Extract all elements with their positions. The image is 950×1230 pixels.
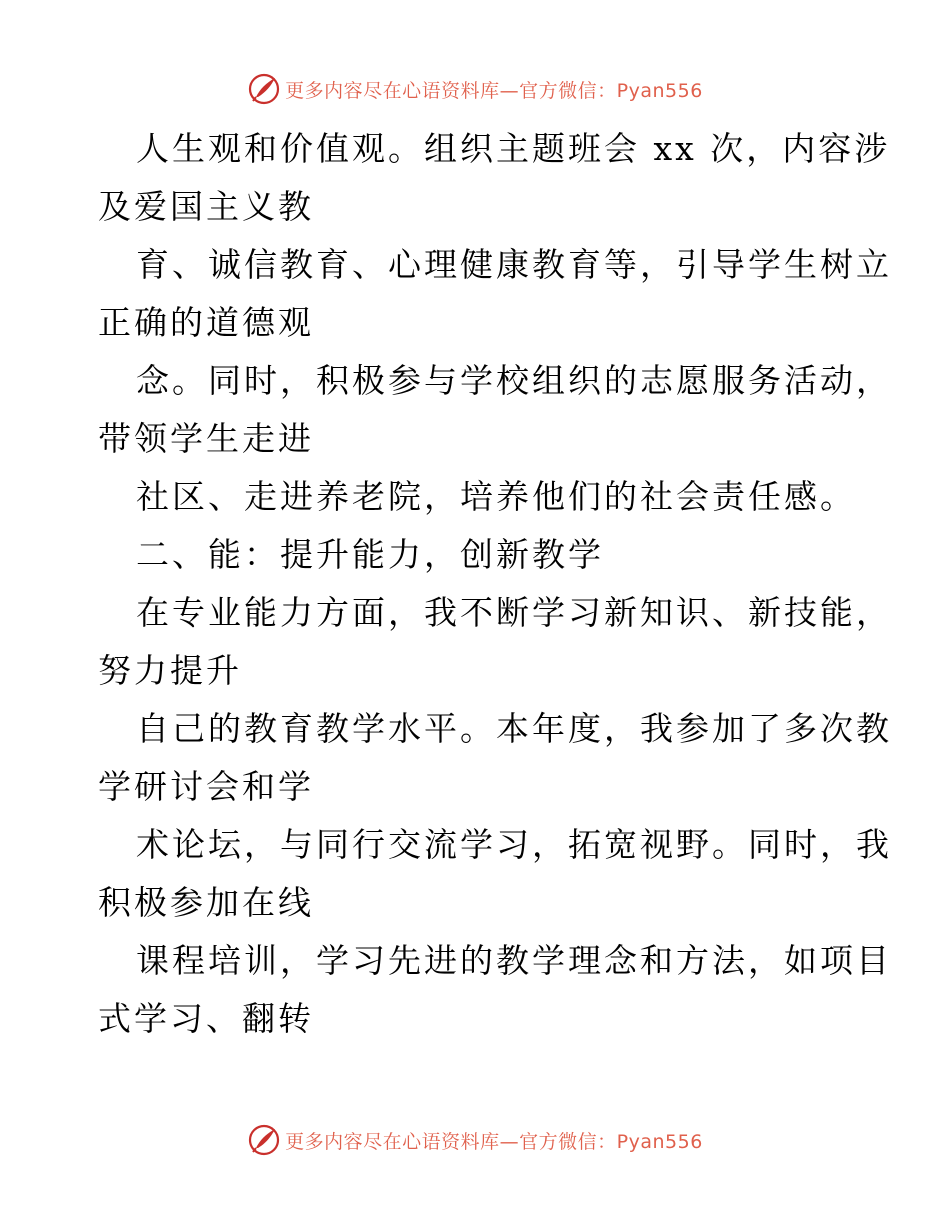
text-line: 人生观和价值观。组织主题班会 xx 次，内容涉: [136, 129, 891, 168]
watermark-text: 更多内容尽在心语资料库—官方微信：Pyan556: [285, 79, 703, 102]
watermark-text: 更多内容尽在心语资料库—官方微信：Pyan556: [285, 1130, 703, 1153]
text-line: 社区、走进养老院，培养他们的社会责任感。: [136, 477, 856, 516]
text-line: 念。同时，积极参与学校组织的志愿服务活动，: [136, 361, 892, 400]
text-line: 自己的教育教学水平。本年度，我参加了多次教: [136, 709, 892, 748]
quill-logo-icon: [247, 1123, 281, 1157]
header-watermark: [0, 72, 950, 106]
text-line: 学研讨会和学: [98, 767, 314, 806]
text-line: 在专业能力方面，我不断学习新知识、新技能，: [136, 593, 892, 632]
document-body: [98, 120, 892, 1048]
footer-watermark: [0, 1123, 950, 1157]
text-line: 育、诚信教育、心理健康教育等，引导学生树立: [136, 245, 892, 284]
text-line: 带领学生走进: [98, 419, 314, 458]
text-line: 式学习、翻转: [98, 999, 314, 1038]
text-line: 积极参加在线: [98, 883, 314, 922]
quill-logo-icon: [247, 72, 281, 106]
text-line: 及爱国主义教: [98, 187, 314, 226]
text-line: 课程培训，学习先进的教学理念和方法，如项目: [136, 941, 892, 980]
text-line: 术论坛，与同行交流学习，拓宽视野。同时，我: [136, 825, 892, 864]
text-line: 努力提升: [98, 651, 242, 690]
section-heading: 二、能：提升能力，创新教学: [136, 535, 604, 574]
text-line: 正确的道德观: [98, 303, 314, 342]
